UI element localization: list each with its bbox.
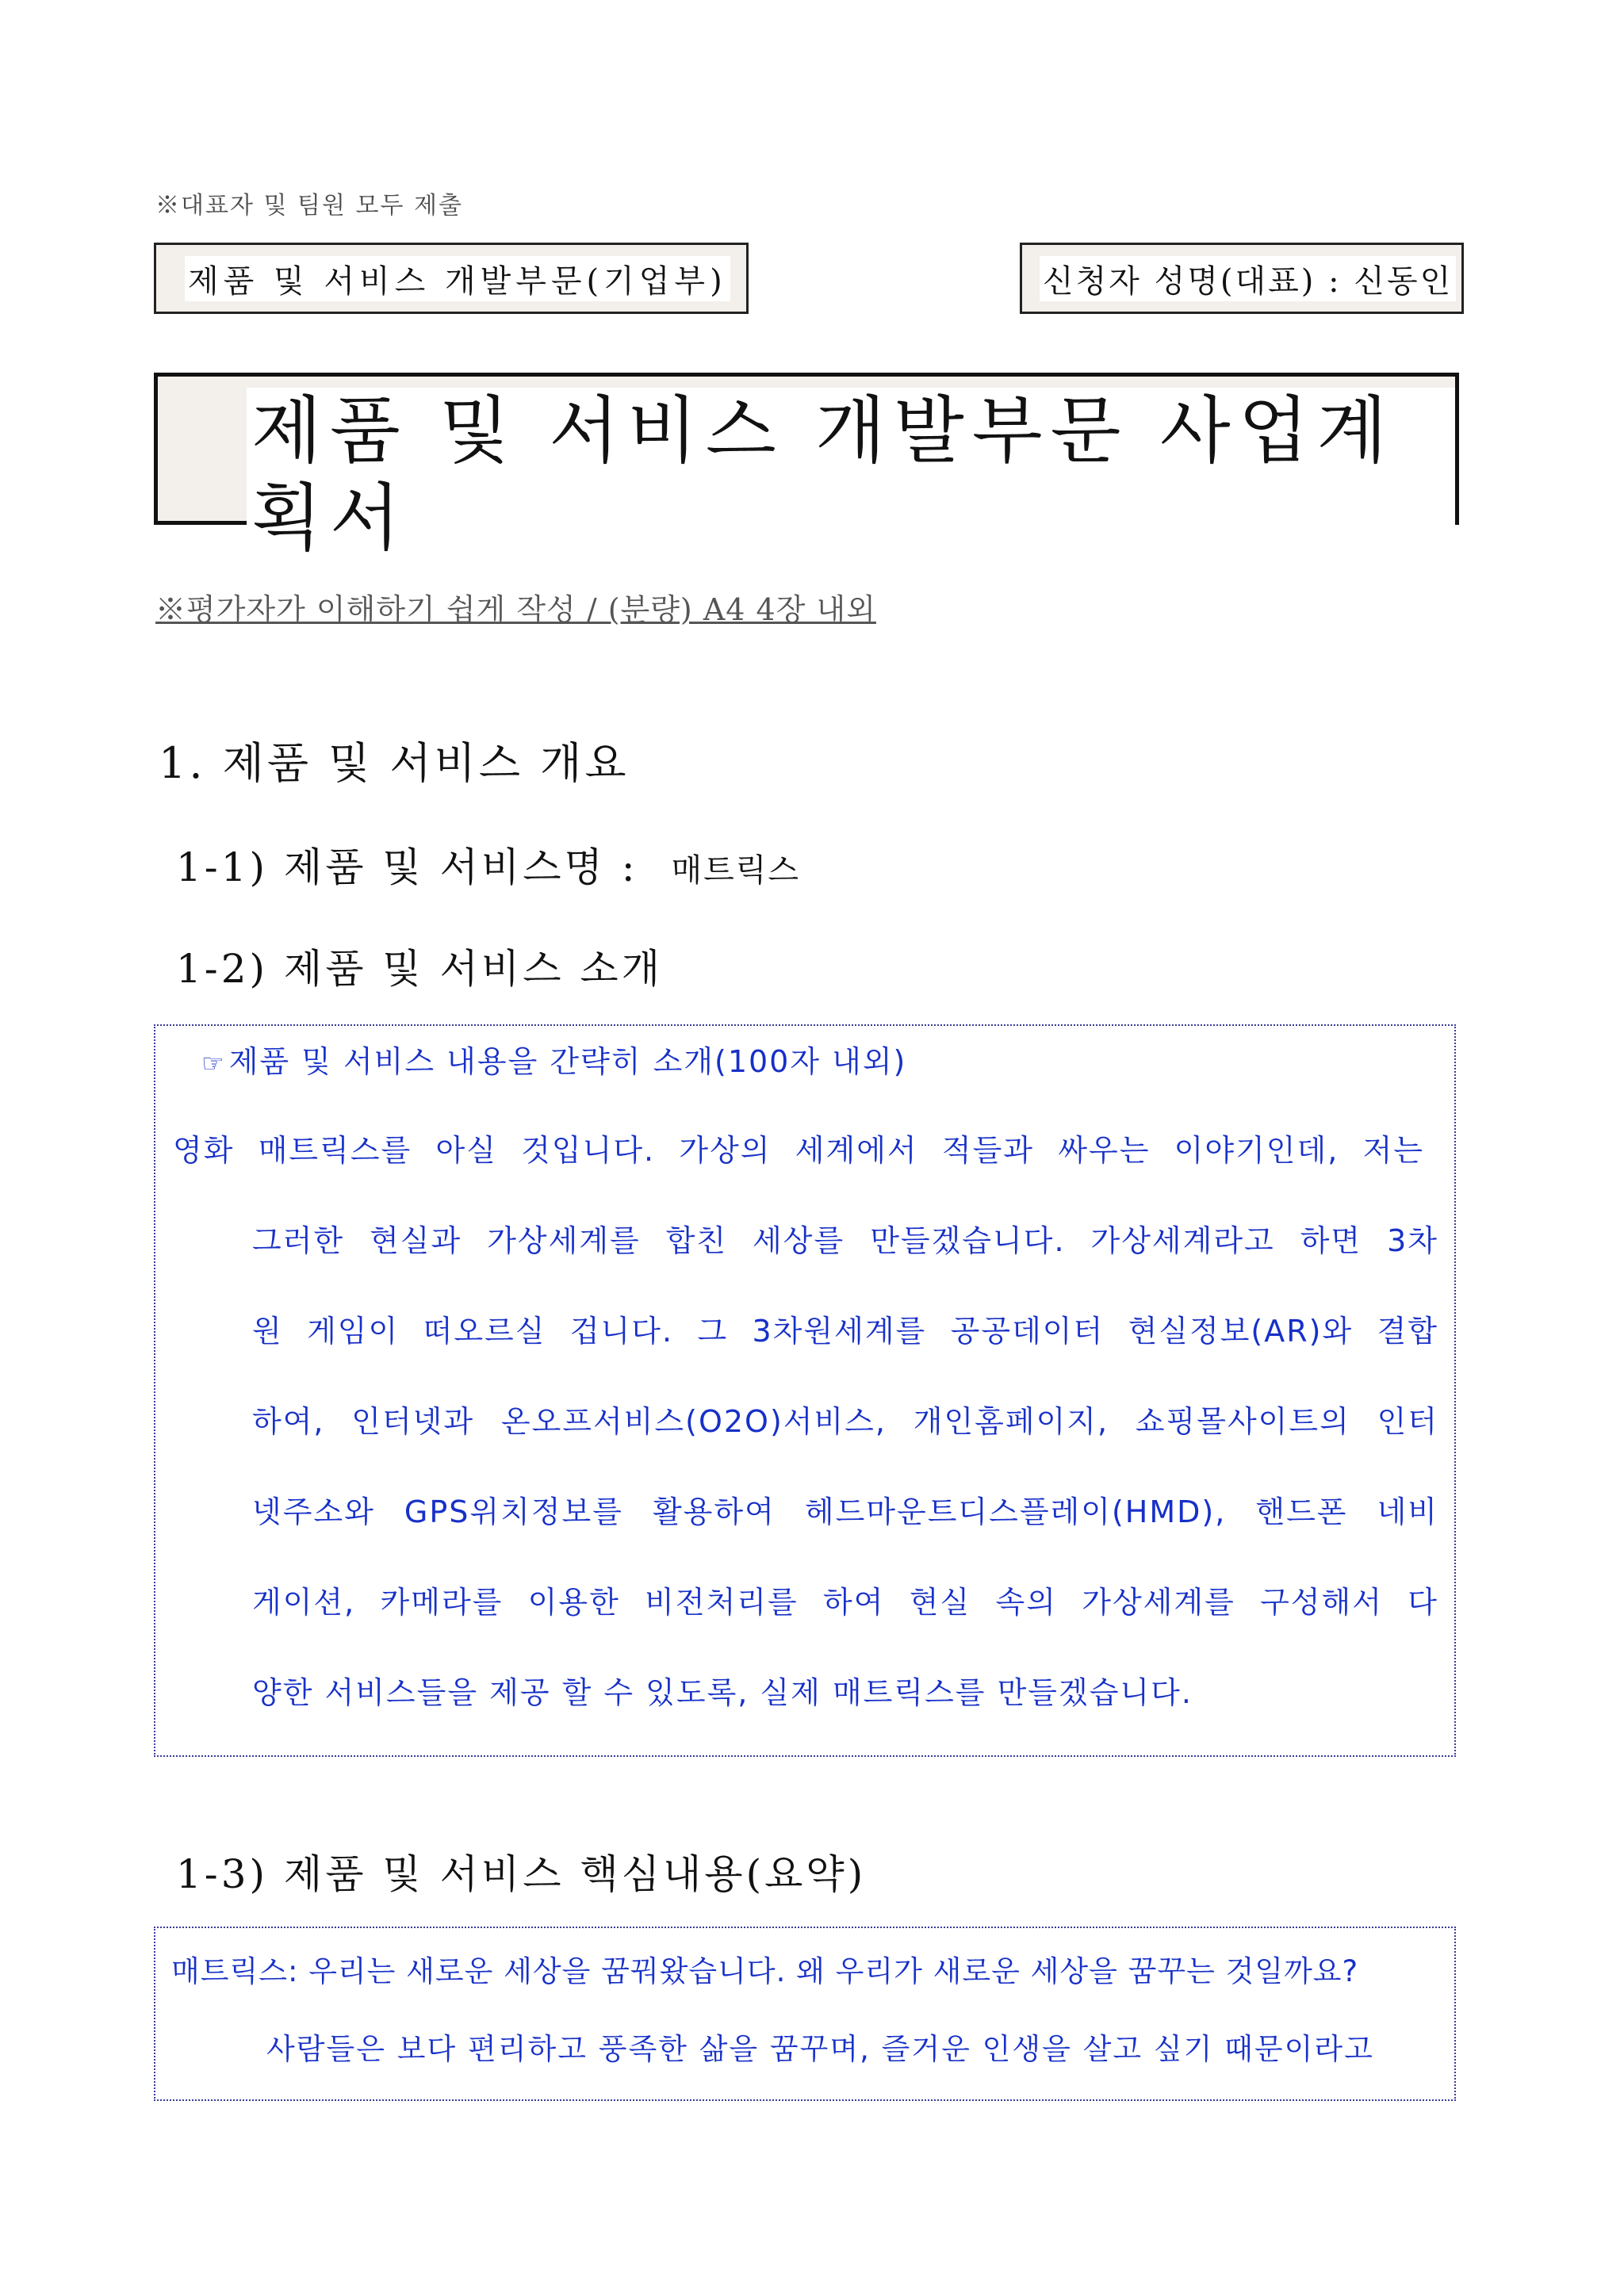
applicant-box: [1020, 243, 1464, 314]
intro-line: 넷주소와 GPS위치정보를 활용하여 헤드마운트디스플레이(HMD), 핸드폰 네비: [252, 1494, 1438, 1529]
intro-line: 양한 서비스들을 제공 할 수 있도록, 실제 매트릭스를 만들겠습니다.: [252, 1675, 1193, 1710]
intro-line: 그러한 현실과 가상세계를 합친 세상를 만들겠습니다. 가상세계라고 하면 3차: [252, 1223, 1438, 1258]
summary-line: 사람들은 보다 편리하고 풍족한 삶을 꿈꾸며, 즐거운 인생을 살고 싶기 때문이라고: [266, 2032, 1374, 2066]
intro-line: 하여, 인터넷과 온오프서비스(O2O)서비스, 개인홈페이지, 쇼핑몰사이트의 인터: [252, 1404, 1438, 1439]
summary-box: [154, 1927, 1456, 2101]
intro-line: 영화 매트릭스를 아실 것입니다. 가상의 세계에서 적들과 싸우는 이야기인데, 저는: [173, 1133, 1424, 1168]
page-title: 제품 및 서비스 개발부문 사업계획서: [247, 388, 1455, 563]
summary-line: 매트릭스: 우리는 새로운 세상을 꿈꿔왔습니다. 왜 우리가 새로운 세상을 꿈꾸는 것일까요?: [171, 1954, 1359, 1988]
guide-note: ※평가자가 이해하기 쉽게 작성 / (분량) A4 4장 내외: [155, 592, 876, 627]
submission-note: ※대표자 및 팀원 모두 제출: [155, 192, 463, 220]
intro-hint: ☞ 제품 및 서비스 내용을 간략히 소개(100자 내외): [201, 1044, 907, 1079]
product-name-label: 1-1) 제품 및 서비스명 :: [176, 844, 638, 890]
category-box: [154, 243, 749, 314]
section-heading: 1. 제품 및 서비스 개요: [159, 738, 630, 788]
intro-box: [154, 1024, 1456, 1757]
applicant-label: 신청자 성명(대표) : 신동인: [1040, 256, 1456, 301]
intro-line: 원 게임이 떠오르실 겁니다. 그 3차원세계를 공공데이터 현실정보(AR)와 결합: [252, 1314, 1438, 1349]
intro-heading: 1-2) 제품 및 서비스 소개: [176, 946, 663, 992]
product-name-row: [176, 836, 800, 893]
intro-line: 게이션, 카메라를 이용한 비전처리를 하여 현실 속의 가상세계를 구성해서 다: [252, 1585, 1438, 1620]
summary-heading: 1-3) 제품 및 서비스 핵심내용(요약): [176, 1851, 867, 1897]
title-box: [154, 373, 1459, 561]
product-name-value: 매트릭스: [671, 852, 801, 889]
pointing-hand-icon: ☞: [201, 1048, 226, 1078]
category-label: 제품 및 서비스 개발부문(기업부): [185, 256, 730, 301]
